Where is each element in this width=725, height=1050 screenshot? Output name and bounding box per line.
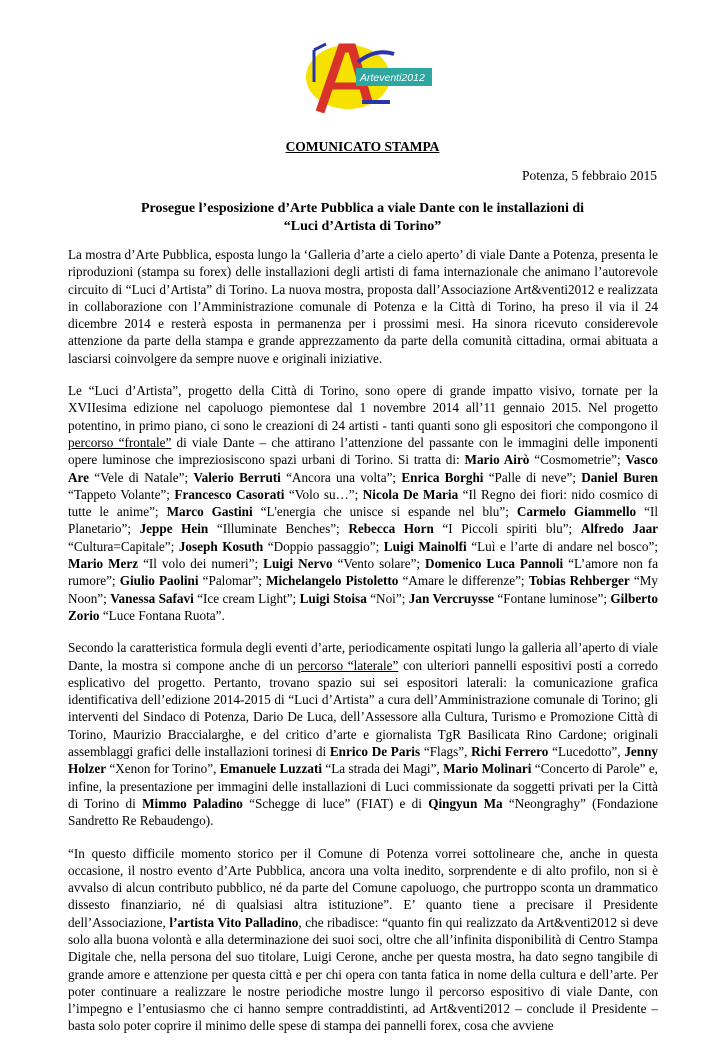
artist-name: Mario Merz [68, 556, 139, 572]
paragraph-4 [68, 845, 658, 1035]
p3-a: Secondo la caratteristica formula degli eventi d’arte, periodicamente ospitati lungo la galleria all’aperto di viale Dante, la mostra si compone anche di un [68, 640, 658, 673]
artist-name: Mario Molinari [443, 761, 532, 777]
artist-work: “Ice cream Light”; [197, 590, 300, 606]
artist-name: Gilberto Zorio [68, 590, 659, 623]
paragraph-1: La mostra d’Arte Pubblica, esposta lungo la ‘Galleria d’arte a cielo aperto’ di viale Dante a Potenza, presenta le riproduzioni (stampa su forex) delle installazioni degli artisti di fama internazionale che animano l’autorevole circuito di “Luci d’Artista” di Torino. La nuova mostra, proposta dall’Associazione Art&venti2012 e realizzata in collaborazione con l’Amministrazione comunale di Potenza e la Città di Torino, ha preso il via il 24 dicembre 2014 e resterà esposta in permanenza per i prossimi mesi. Ha sinora ricevuto considerevole attenzione da parte della stampa e grande apprezzamento da parte della comunità cittadina, ormai abituata a lasciarsi coinvolgere da sempre nuove e originali iniziative. [68, 247, 658, 366]
artist-name: Joseph Kosuth [178, 538, 264, 554]
paragraph-3 [68, 639, 658, 829]
artist-work: “Fontane luminose”; [497, 590, 611, 606]
artist-name: Valerio Berruti [193, 469, 281, 485]
artist-name: Jeppe Hein [139, 521, 209, 537]
artist-work: “Palomar”; [202, 573, 267, 589]
artist-work: “L'energia che unisce si espande nel blu”; [260, 504, 517, 520]
logo-text: Arteventi2012 [360, 72, 425, 84]
artist-name: Enrica Borghi [401, 469, 484, 485]
artist-work: “Neongraghy” (Fondazione Sandretto Re Rebaudengo). [68, 795, 659, 829]
artist-name: Tobias Rehberger [528, 573, 630, 589]
artist-name: Mimmo Paladino [142, 795, 243, 811]
artist-name: Francesco Casorati [174, 486, 285, 502]
artist-work: “Ancora una volta”; [286, 469, 402, 485]
artist-work: “Schegge di luce” (FIAT) e di [242, 795, 429, 811]
artist-name: Richi Ferrero [471, 744, 549, 760]
artist-work: “Doppio passaggio”; [267, 538, 384, 554]
artist-work: “Xenon for Torino”, [106, 761, 220, 777]
date-line: Potenza, 5 febbraio 2015 [522, 168, 657, 183]
p4-b: , che ribadisce: “quanto fin qui realizzato da Art&venti2012 si deve solo alla buona volontà e alla determinazione dei suoi soci, oltre che all’infinita disponibilità di Centro Stampa Digitale che, nella persona del suo titolare, Luigi Cerone, anche per questa mostra, ha dato segno tangibile di grande amore e attenzione per questa città e per chi opera con tanta fatica in nome della cultura e dell’arte. Per poter continuare a realizzare le nostre periodiche mostre lungo il percorso espositivo di viale Dante, con l’impegno e l’entusiasmo che ci hanno sempre contraddistinti, ad Art&venti2012 – conclude il Presidente – basta solo poter coprire il minimo delle spese di stampa dei pannelli forex, cosa che avviene [68, 914, 658, 1034]
artist-name: Vasco Are [68, 452, 658, 485]
artist-name: Nicola De Maria [362, 486, 459, 502]
percorso-laterale-link: percorso “laterale” [297, 657, 399, 673]
artist-name: Jenny Holzer [68, 744, 659, 777]
artist-work: “Amare le differenze”; [402, 573, 529, 589]
title-line-2: “Luci d’Artista di Torino” [283, 219, 442, 234]
artist-name: Giulio Paolini [119, 573, 199, 589]
artist-work: “Vele di Natale”; [94, 469, 194, 485]
artist-name: Enrico De Paris [329, 744, 421, 760]
artist-work: “Palle di neve”; [488, 469, 582, 485]
artist-work: “Volo su…”; [288, 486, 363, 502]
artist-work: “I Piccoli spiriti blu”; [442, 521, 581, 537]
artist-name: Luigi Mainolfi [383, 538, 467, 554]
p2-after-link: di viale Dante – che attirano l’attenzione del passante con le immagini delle imponenti opere luminose che impreziosiscono spazi urbani di Torino. Si tratta di: [68, 434, 658, 468]
artist-work: “Vento solare”; [337, 556, 426, 572]
artist-name: Jan Vercruysse [408, 590, 494, 606]
artist-name: Carmelo Giammello [516, 504, 637, 520]
artist-work: “Il Regno dei fiori: nido cosmico di tutte le anime”; [68, 486, 659, 520]
artist-name: Luigi Stoisa [299, 590, 367, 606]
artist-name: Qingyun Ma [428, 795, 503, 811]
p3-b: con ulteriori pannelli espositivi posti a corredo esplicativo del progetto. Pertanto, trovano spazio sui sei espositori laterali: la comunicazione grafica identificativa dell’edizione 2014-2015 di “Luci d’Artista” a cura dell’Amministrazione comunale di Torino; gli interventi del Sindaco di Potenza, Dario De Luca, dell’Assessore alla Cultura, Turismo e Promozione Città di Torino, Maurizio Braccialarghe, e del critico d’arte e giornalista TgR Basilicata Rino Cardone; originali assemblaggi grafici delle installazioni torinesi di [68, 657, 658, 760]
president-name: l’artista Vito Palladino [169, 914, 299, 930]
artist-work: “Flags”, [420, 744, 472, 760]
title-line-1: Prosegue l’esposizione d’Arte Pubblica a viale Dante con le installazioni di [140, 201, 585, 216]
artist-work: “Lucedotto”, [548, 744, 625, 760]
artist-work: “Noi”; [370, 590, 409, 606]
artist-work: “Il Planetario”; [68, 504, 659, 537]
artist-name: Mario Airò [464, 452, 530, 468]
p4-a: “In questo difficile momento storico per il Comune di Potenza vorrei sottolineare che, anche in questa occasione, il nostro evento d’Arte Pubblica, ancora una volta inedito, sorprendente e di alto profilo, non si è avvalso di alcun contributo pubblico, né da parte del Comune capoluogo, che purtroppo sconta un drammatico dissesto finanziario, né di qualsiasi altra istituzione”. E’ quanto tiene a precisare il Presidente dell’Associazione, [68, 845, 658, 930]
artist-name: Daniel Buren [581, 469, 659, 485]
paragraph-2 [68, 382, 658, 624]
artist-work: “Il volo dei numeri”; [143, 556, 264, 572]
artist-work: “L’amore non fa rumore”; [68, 556, 659, 589]
artist-name: Michelangelo Pistoletto [266, 573, 399, 589]
artist-work: “My Noon”; [68, 573, 659, 606]
p2-intro: Le “Luci d’Artista”, progetto della Città di Torino, sono opere di grande impatto visivo, tornate per la XVIIesima edizione nel capoluogo piemontese dal 1 novembre 2014 all’11 gennaio 2015. Nel progetto potentino, in primo piano, ci sono le creazioni di 24 artisti - tanti quanti sono gli espositori che compongono il [68, 383, 658, 433]
percorso-frontale-link: percorso “frontale” [68, 434, 172, 450]
artist-list [68, 452, 658, 623]
document-title [0, 200, 725, 236]
arteventi-logo [290, 42, 440, 120]
artist-name: Vanessa Safavi [110, 590, 194, 606]
artist-work: “La strada dei Magi”, [322, 761, 444, 777]
artist-work: “Luì e l’arte di andare nel bosco”; [471, 538, 659, 554]
artist-name: Alfredo Jaar [580, 521, 659, 537]
artist-name: Emanuele Luzzati [219, 761, 322, 777]
artist-name: Luigi Nervo [263, 556, 333, 572]
press-release-label: COMUNICATO STAMPA [285, 139, 440, 154]
artist-work: “Cultura=Capitale”; [68, 538, 179, 554]
artist-work: “Cosmometrie”; [534, 452, 626, 468]
artist-name: Rebecca Horn [348, 521, 434, 537]
artist-work: “Illuminate Benches”; [216, 521, 349, 537]
artist-name: Marco Gastini [166, 504, 253, 520]
body-text [68, 246, 658, 1050]
artist-name: Domenico Luca Pannoli [425, 556, 564, 572]
artist-work: “Tappeto Volante”; [68, 486, 175, 502]
artist-work: “Concerto di Parole” e, infine, la presentazione per immagini delle installazioni di Luci commissionate da soggetti privati per la Città di Torino di [68, 761, 658, 811]
artist-work: “Luce Fontana Ruota”. [102, 607, 225, 623]
